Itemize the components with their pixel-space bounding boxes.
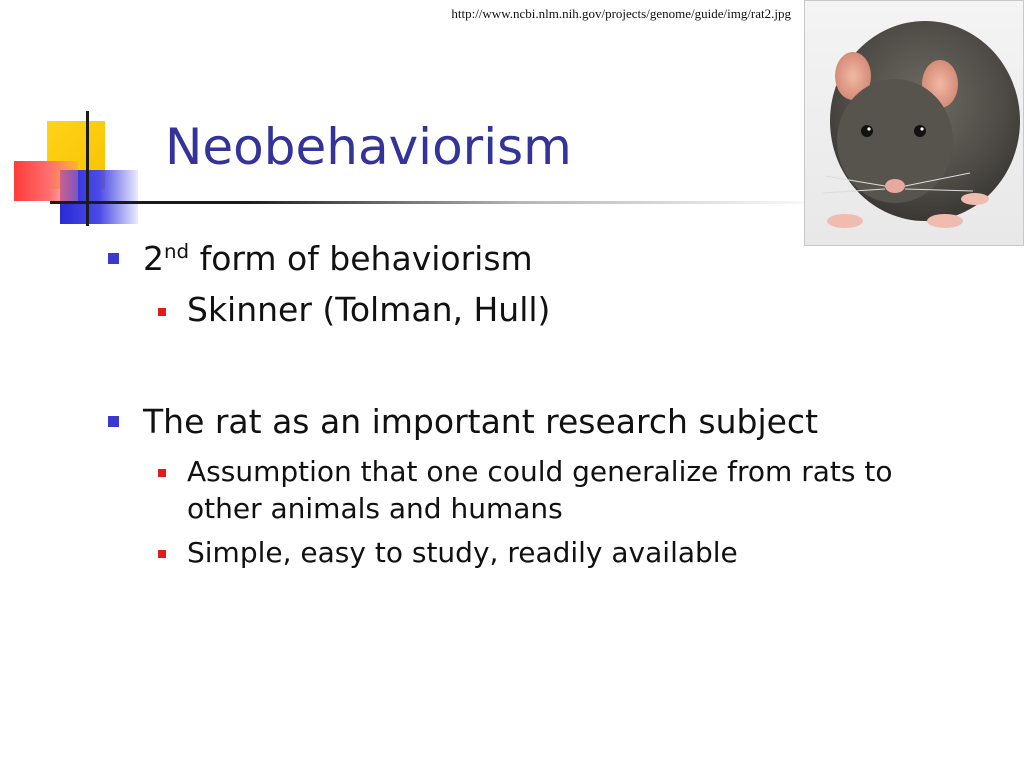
sub-bullet-text: Assumption that one could generalize from rats to other animals and humans [187, 455, 893, 525]
image-source-url: http://www.ncbi.nlm.nih.gov/projects/genome/guide/img/rat2.jpg [451, 6, 791, 21]
bullet-text: The rat as an important research subject [143, 402, 819, 441]
title-underline [50, 201, 830, 204]
sub-bullet-text: Skinner (Tolman, Hull) [187, 290, 551, 329]
sub-bullet-text: Simple, easy to study, readily available [187, 536, 738, 569]
red-square-bullet-icon [158, 550, 166, 558]
rat-photo [804, 0, 1024, 246]
vertical-accent-line [86, 111, 89, 226]
red-square-bullet-icon [158, 308, 166, 316]
rat-illustration [805, 1, 1024, 246]
blue-square-bullet-icon [108, 253, 119, 264]
slide-title: Neobehaviorism [165, 118, 572, 176]
red-accent-square [14, 161, 78, 201]
blue-square-bullet-icon [108, 416, 119, 427]
bullet-text: 2nd form of behaviorism [143, 239, 533, 278]
red-square-bullet-icon [158, 469, 166, 477]
